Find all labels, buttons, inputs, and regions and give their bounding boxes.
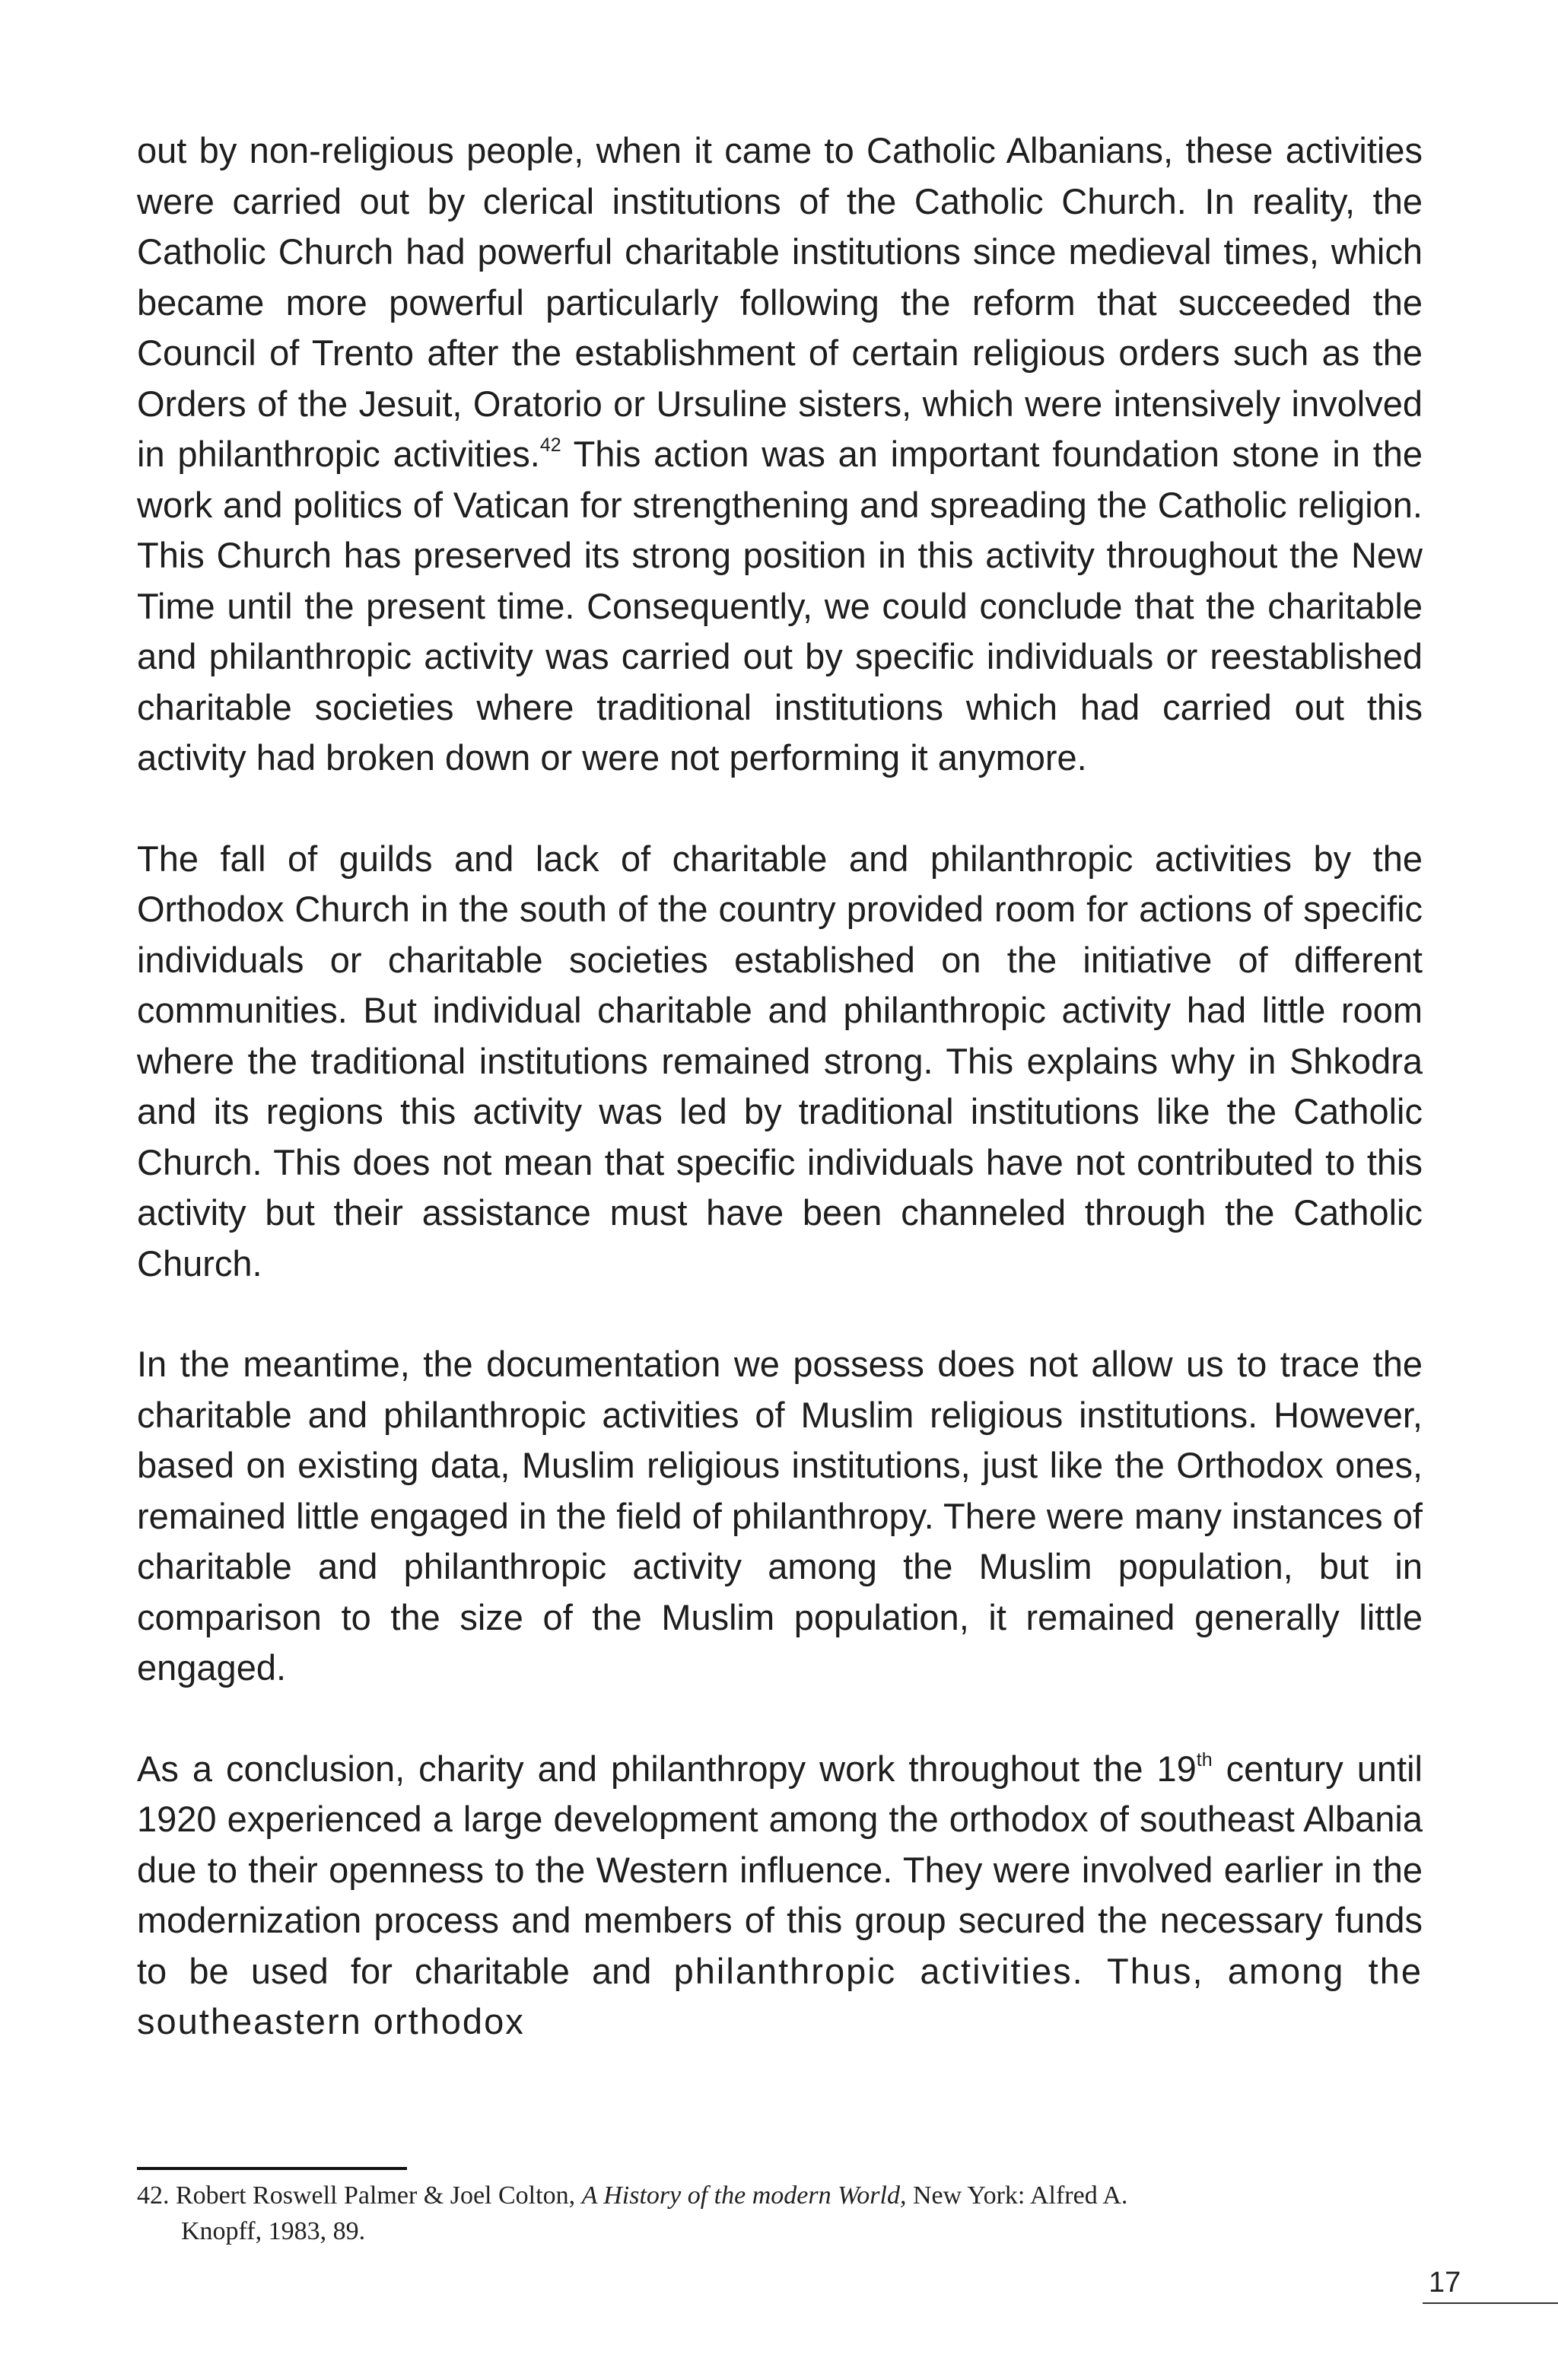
- paragraph-4-last-line: philanthropic activities. Thus, among the southeastern orthodox: [137, 1950, 1423, 2041]
- paragraph-1-text-a: out by non-religious people, when it came to Catholic Albanians, these activities were carried out by clerical institutions of the Catholic Church. In reality, the Catholic Church had powerful charitable institutions since medieval times, which became more powerful particularly following the reform that succeeded the Council of Trento after the establishment of certain religious orders such as the Orders of the Jesuit, Oratorio or Ursuline sisters, which were intensively involved in philanthropic activities.: [137, 130, 1423, 474]
- paragraph-2: The fall of guilds and lack of charitable and philanthropic activities by the Orthodox Church in the south of the country provided room for actions of specific individuals or charitable societies established on the initiative of different communities. But individual charitable and philanthropic activity had little room where the traditional institutions remained strong. This explains why in Shkodra and its regions this activity was led by traditional institutions like the Catholic Church. This does not mean that specific individuals have not contributed to this activity but their assistance must have been channeled through the Catholic Church.: [137, 838, 1423, 1284]
- footnote-reference-42[interactable]: 42: [539, 434, 561, 456]
- footnote-publisher: New York: Alfred A.: [912, 2181, 1128, 2210]
- paragraph-1-text-b: This action was an important foundation stone in the work and politics of Vatican for strengthening and spreading the Catholic religion. This Church has preserved its strong position in this activity throughout the New Time until the present time. Consequently, we could conclude that the charitable and philanthropic activity was carried out by specific individuals or reestablished charitable societies where traditional institutions which had carried out this activity had broken down or were not performing it anymore.: [137, 434, 1423, 778]
- footnote-publisher-continued: Knopff, 1983, 89.: [181, 2217, 366, 2245]
- footnote-author: Robert Roswell Palmer & Joel Colton,: [176, 2181, 576, 2210]
- paragraph-4-text-a: As a conclusion, charity and philanthropy work throughout the 19: [137, 1748, 1197, 1789]
- footnote-number: 42.: [137, 2181, 170, 2210]
- footnote-divider: [137, 2167, 407, 2170]
- footnote-title: A History of the modern World,: [581, 2181, 907, 2210]
- paragraph-4-text-b: century until 1920 experienced a large development among the orthodox of southeast Albania due to their openness to the Western influence. They were involved earlier in the modernization process and members of this group secured the necessary funds to be used for charitable and: [137, 1748, 1423, 1991]
- page-number: 17: [1429, 2267, 1461, 2299]
- ordinal-superscript: th: [1196, 1748, 1213, 1771]
- paragraph-1: [137, 126, 1423, 784]
- page-number-rule: [1423, 2302, 1558, 2304]
- paragraph-3: In the meantime, the documentation we possess does not allow us to trace the charitable and philanthropic activities of Muslim religious institutions. However, based on existing data, Muslim religious institutions, just like the Orthodox ones, remained little engaged in the field of philanthropy. There were many instances of charitable and philanthropic activity among the Muslim population, but in comparison to the size of the Muslim population, it remained generally little engaged.: [137, 1344, 1423, 1688]
- footnote-42: [137, 2178, 1423, 2249]
- paragraph-4: [137, 1744, 1423, 2048]
- body-text: [137, 126, 1423, 2048]
